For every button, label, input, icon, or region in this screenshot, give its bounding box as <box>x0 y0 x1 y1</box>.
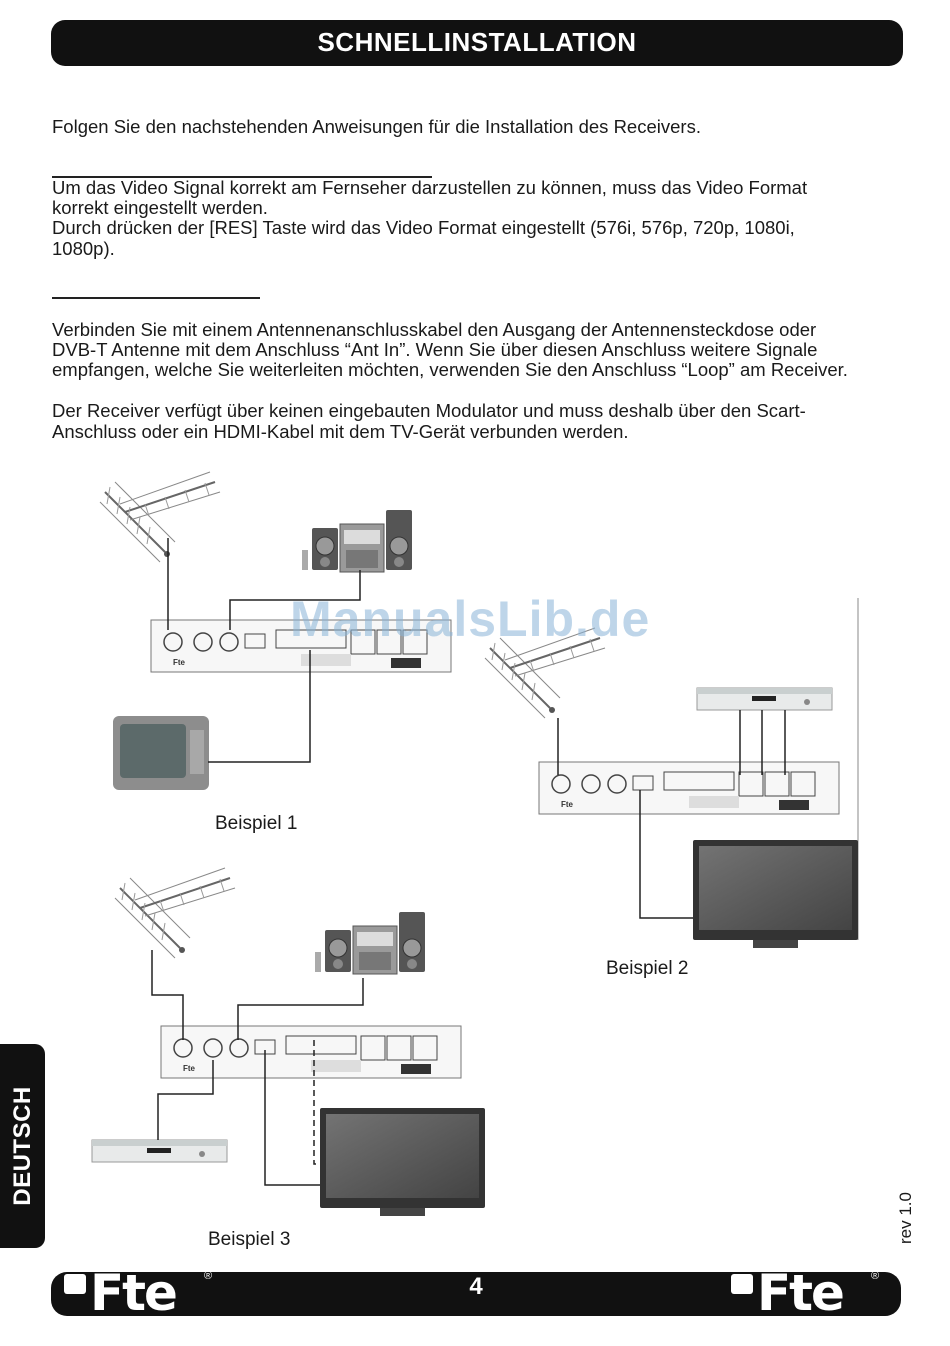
logo-registered-mark: ® <box>204 1270 213 1282</box>
logo-registered-mark: ® <box>871 1270 880 1282</box>
video-format-line-2: korrekt eingestellt werden. <box>52 197 268 218</box>
language-tab <box>0 1044 45 1248</box>
connection-line-2: DVB-T Antenne mit dem Anschluss “Ant In”. Wenn Sie über diesen Anschluss weitere Signale <box>52 339 818 360</box>
connection-line-3: empfangen, welche Sie weiterleiten möchten, verwenden Sie den Anschluss “Loop” am Receiver. <box>52 359 848 380</box>
caption-example-3: Beispiel 3 <box>208 1229 291 1250</box>
video-format-line-1: Um das Video Signal korrekt am Fernseher darzustellen zu können, muss das Video Format <box>52 177 808 198</box>
video-format-line-4: 1080p). <box>52 238 115 259</box>
logo-square-icon <box>731 1274 753 1294</box>
page-title: SCHNELLINSTALLATION <box>317 27 637 57</box>
language-tab-label: DEUTSCH <box>8 1086 36 1206</box>
logo-square-icon <box>64 1274 86 1294</box>
caption-example-1: Beispiel 1 <box>215 813 298 834</box>
intro-text: Folgen Sie den nachstehenden Anweisungen für die Installation des Receivers. <box>52 116 701 137</box>
video-format-line-3: Durch drücken der [RES] Taste wird das Video Format eingestellt (576i, 576p, 720p, 1080i, <box>52 217 795 238</box>
watermark: ManualsLib.de <box>290 591 651 647</box>
caption-example-2: Beispiel 2 <box>606 958 689 979</box>
logo-text: Fte <box>757 1264 843 1322</box>
connection-line-4: Der Receiver verfügt über keinen eingebauten Modulator und muss deshalb über den Scart- <box>52 400 806 421</box>
logo-text: Fte <box>90 1264 176 1322</box>
fte-logo-right <box>731 1264 881 1322</box>
revision-label: rev 1.0 <box>896 1192 915 1244</box>
connection-diagrams: Fte <box>0 0 950 1346</box>
page-number: 4 <box>469 1273 483 1300</box>
connection-line-5: Anschluss oder ein HDMI-Kabel mit dem TV-Gerät verbunden werden. <box>52 421 629 442</box>
crt-tv <box>113 716 209 790</box>
fte-logo-left <box>64 1264 214 1322</box>
connection-line-1: Verbinden Sie mit einem Antennenanschlusskabel den Ausgang der Antennensteckdose oder <box>52 319 817 340</box>
